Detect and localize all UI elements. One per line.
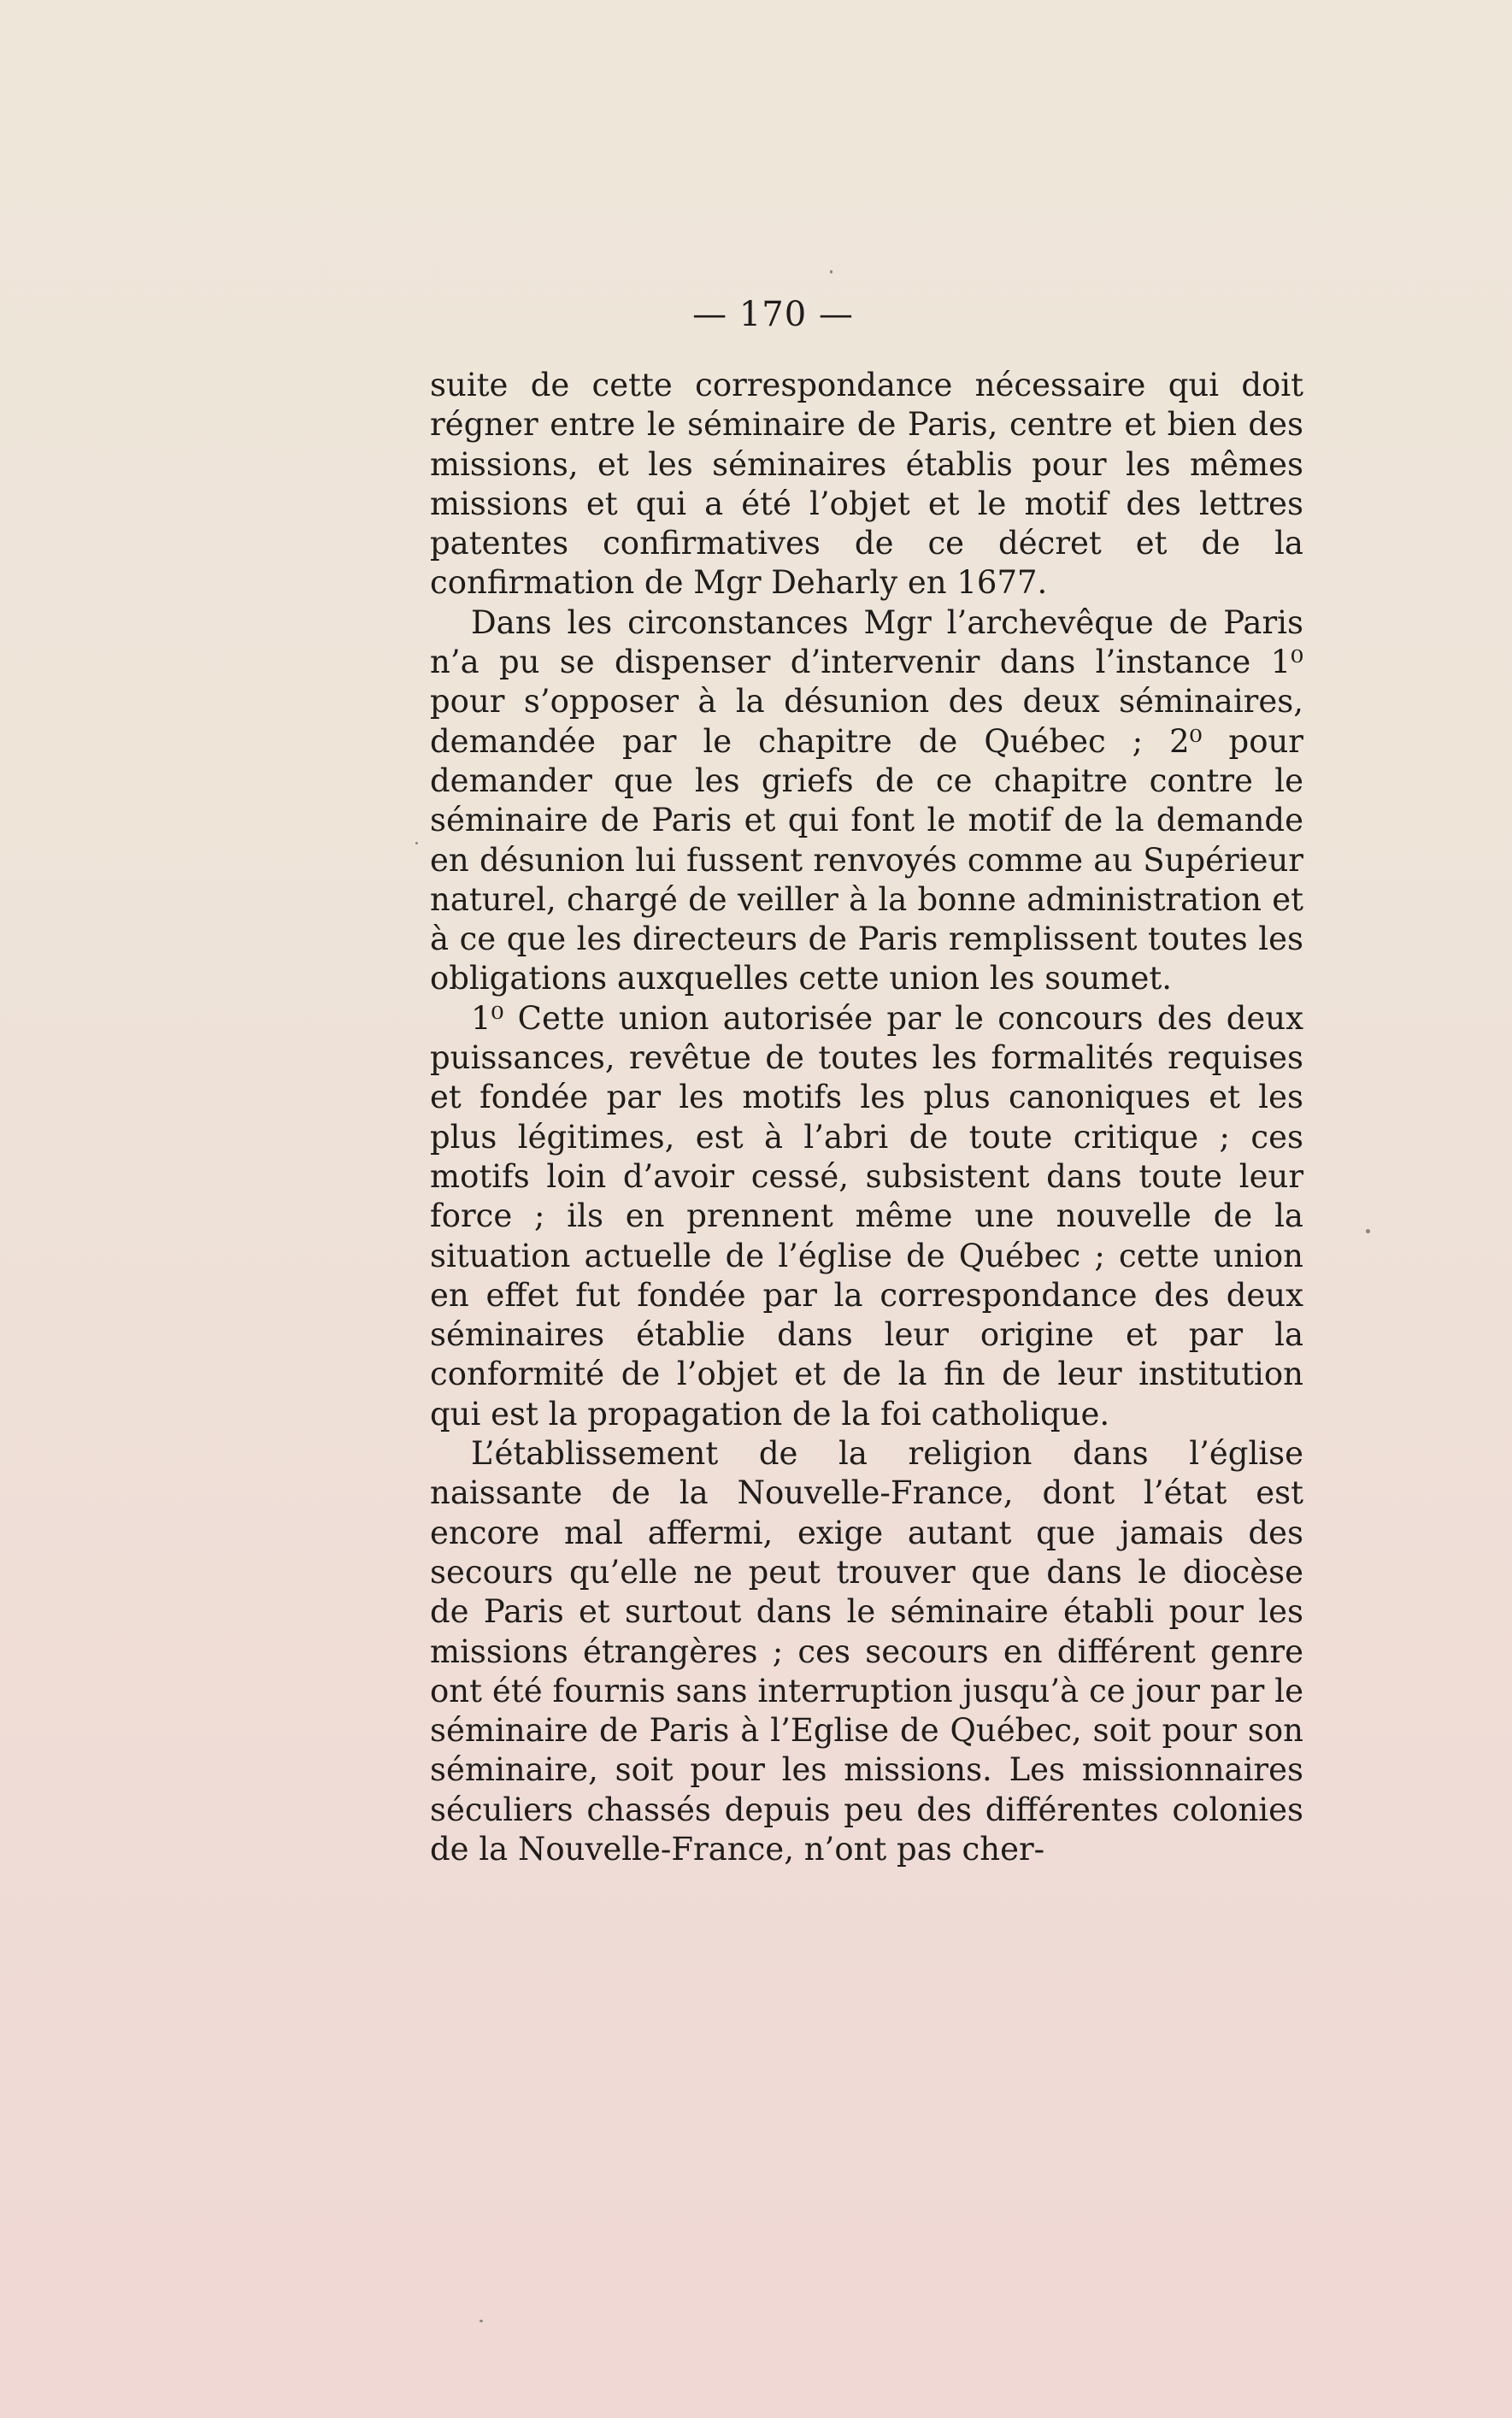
paragraph-union: 1⁰ Cette union autorisée par le concours des deux puissances, revêtue de toutes les formalités requises et fondée par les motifs les plus canoniques et les plus légitimes, est à l’abri de toute critique ; ces motifs loin d’avoir cessé, subsistent dans toute leur force ; ils en prennent même une nouvelle de la situation actuelle de l’église de Québec ; cette union en effet fut fondée par la correspondance des deux séminaires établie dans leur origine et par la conformité de l’objet et de la fin de leur institution qui est la propagation de la foi catholique. — [430, 999, 1303, 1433]
body-text — [430, 366, 1303, 1869]
paper-speck — [415, 842, 418, 844]
paper-speck — [830, 270, 832, 274]
page-number: — 170 — — [692, 295, 854, 334]
paper-speck — [1366, 1229, 1370, 1233]
paragraph-continuation: suite de cette correspondance nécessaire qui doit régner entre le séminaire de Paris, centre et bien des missions, et les séminaires établis pour les mêmes missions et qui a été l’objet et le motif des lettres patentes confirmatives de ce décret et de la confirmation de Mgr Deharly en 1677. — [430, 367, 1303, 602]
paragraph-etablissement: L’établissement de la religion dans l’église naissante de la Nouvelle-France, dont l’état est encore mal affermi, exige autant que jamais des secours qu’elle ne peut trouver que dans le diocèse de Paris et surtout dans le séminaire établi pour les missions étrangères ; ces secours en différent genre ont été fournis sans interruption jusqu’à ce jour par le séminaire de Paris à l’Eglise de Québec, soit pour son séminaire, soit pour les missions. Les missionnaires séculiers chassés depuis peu des différentes colonies de la Nouvelle-France, n’ont pas cher- — [430, 1435, 1303, 1868]
paper-speck — [479, 2320, 483, 2322]
paragraph-circonstances: Dans les circonstances Mgr l’archevêque de Paris n’a pu se dispenser d’intervenir dans l’instance 1⁰ pour s’opposer à la désunion des deux séminaires, demandée par le chapitre de Québec ; 2⁰ pour demander que les griefs de ce chapitre contre le séminaire de Paris et qui font le motif de la demande en désunion lui fussent renvoyés comme au Supérieur naturel, chargé de veiller à la bonne administration et à ce que les directeurs de Paris remplissent toutes les obligations auxquelles cette union les soumet. — [430, 603, 1303, 997]
